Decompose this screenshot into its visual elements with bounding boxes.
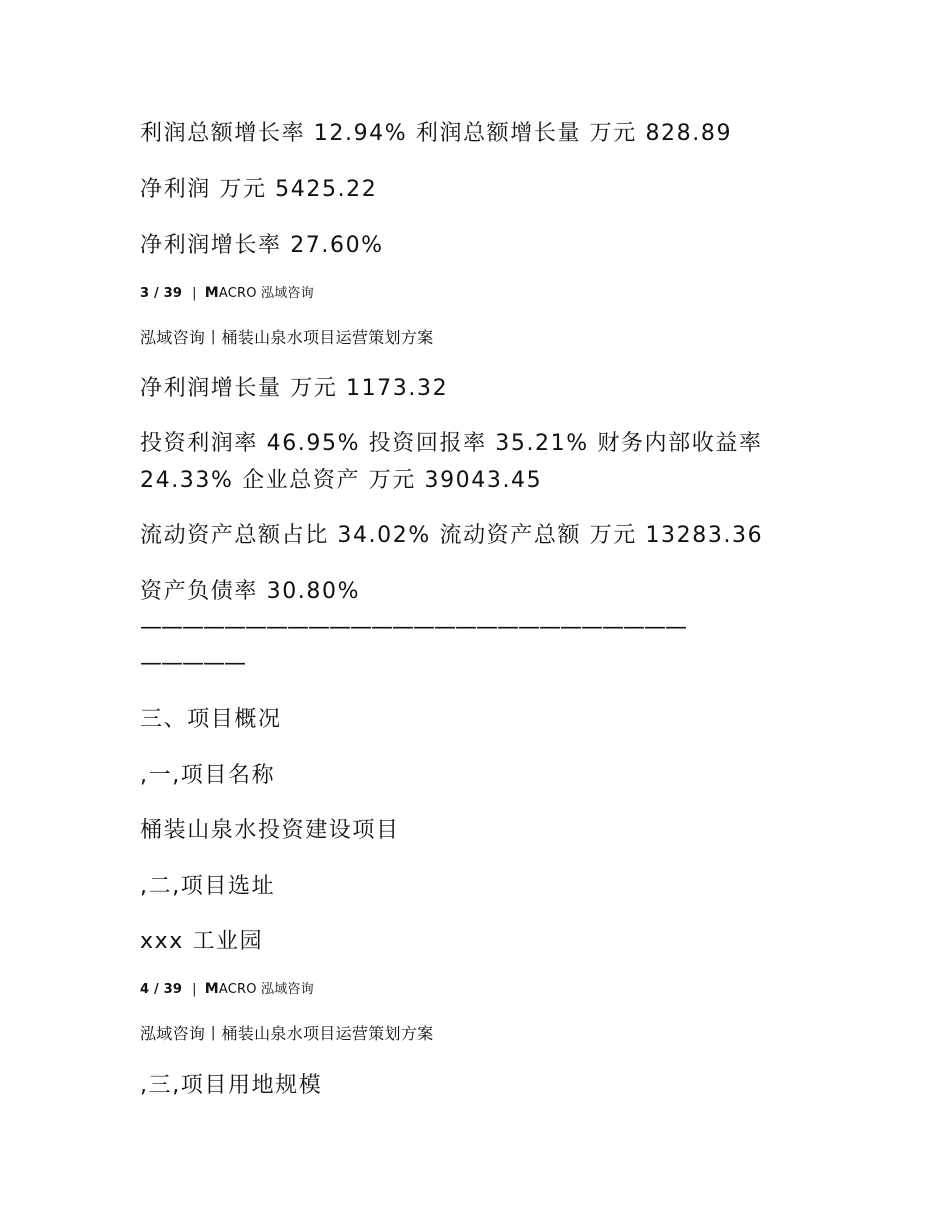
- footer-separator: |: [192, 982, 197, 997]
- page-number: 4 / 39: [140, 982, 183, 997]
- text-line-profit-growth: 利润总额增长率 12.94% 利润总额增长量 万元 828.89: [140, 121, 733, 146]
- text-line-debt-ratio: 资产负债率 30.80%: [140, 579, 361, 604]
- running-header: 泓域咨询丨桶装山泉水项目运营策划方案: [140, 1024, 434, 1043]
- page-footer-4: [140, 980, 314, 999]
- brand-logo-letter: M: [204, 981, 219, 997]
- text-line-net-profit-increase: 净利润增长量 万元 1173.32: [140, 376, 449, 401]
- text-line-current-assets: 流动资产总额占比 34.02% 流动资产总额 万元 13283.36: [140, 523, 764, 548]
- site-text: xxx 工业园: [140, 929, 264, 954]
- section-title: 三、项目概况: [140, 707, 282, 732]
- brand-logo-letter: M: [204, 285, 219, 301]
- subsection-heading-project-name: ,一,项目名称: [140, 763, 276, 788]
- page-number: 3 / 39: [140, 286, 183, 301]
- project-name-text: 桶装山泉水投资建设项目: [140, 818, 400, 843]
- footer-separator: |: [192, 286, 197, 301]
- text-line-total-assets: 24.33% 企业总资产 万元 39043.45: [140, 468, 543, 493]
- text-line-investment-returns: 投资利润率 46.95% 投资回报率 35.21% 财务内部收益率: [140, 431, 763, 456]
- horizontal-rule-dashes-cont: —————: [140, 651, 245, 676]
- brand-name: ACRO 泓域咨询: [218, 982, 314, 997]
- brand-name: ACRO 泓域咨询: [218, 286, 314, 301]
- subsection-heading-site: ,二,项目选址: [140, 874, 276, 899]
- text-line-net-profit: 净利润 万元 5425.22: [140, 177, 378, 202]
- horizontal-rule-dashes: ——————————————————————————: [140, 615, 686, 640]
- subsection-heading-land-scale: ,三,项目用地规模: [140, 1073, 323, 1098]
- page-footer-3: [140, 284, 314, 303]
- running-header: 泓域咨询丨桶装山泉水项目运营策划方案: [140, 328, 434, 347]
- text-line-net-profit-growth-rate: 净利润增长率 27.60%: [140, 233, 384, 258]
